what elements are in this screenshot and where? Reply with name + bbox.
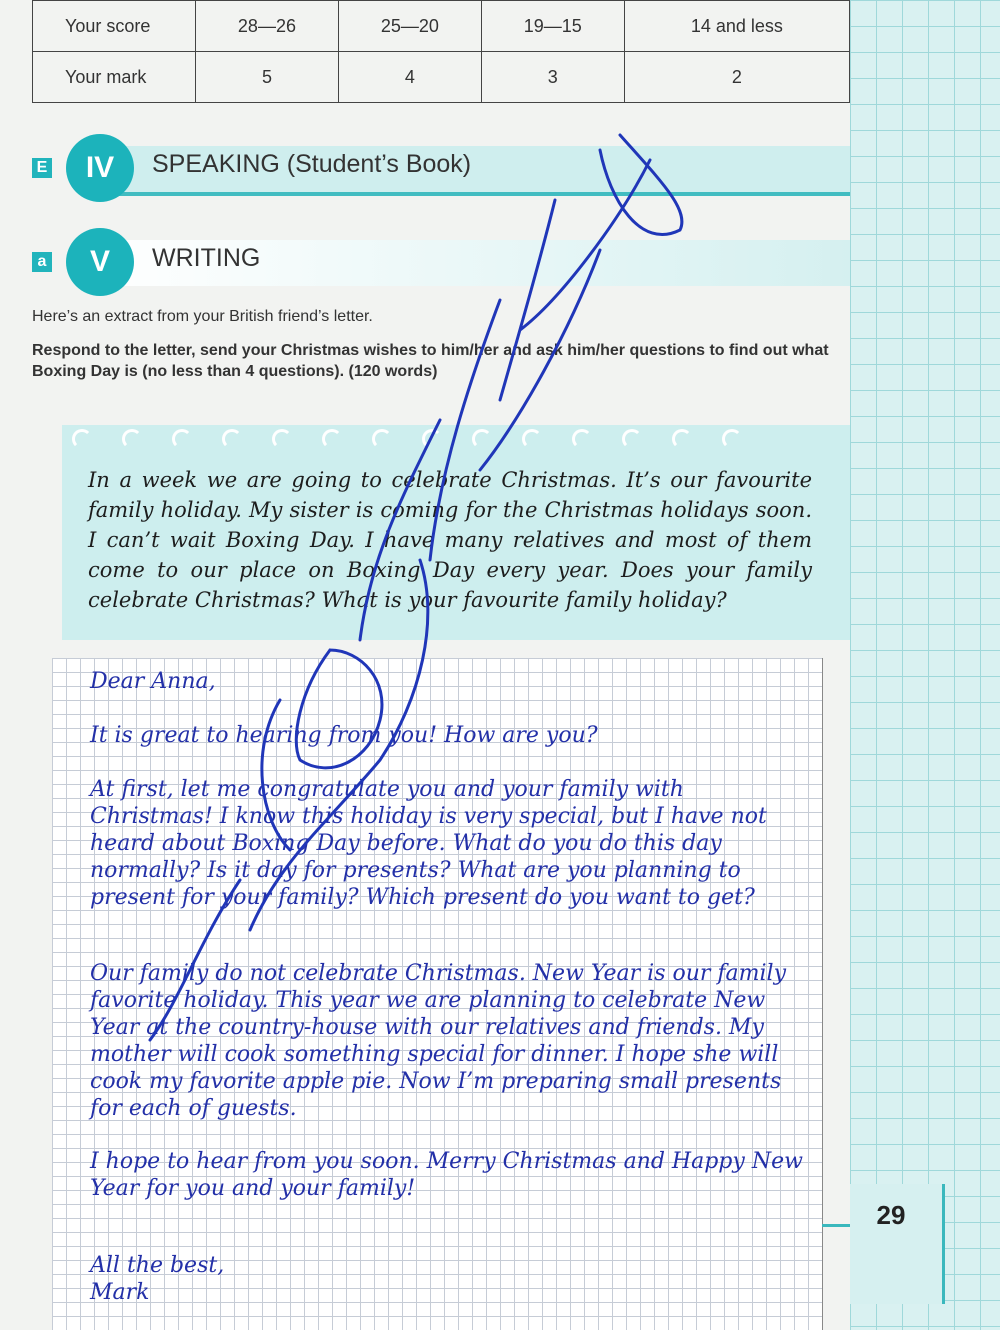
score-table bbox=[32, 0, 850, 103]
section-number-circle: IV bbox=[66, 134, 134, 202]
table-cell: 19—15 bbox=[481, 1, 624, 52]
letter-paragraph: It is great to hearing from you! How are you? bbox=[90, 723, 598, 748]
divider bbox=[822, 1224, 852, 1227]
table-cell: 5 bbox=[196, 52, 339, 103]
section-square-icon: a bbox=[32, 252, 52, 272]
grid-background-strip bbox=[850, 0, 1000, 1330]
section-title: SPEAKING (Student’s Book) bbox=[152, 150, 472, 178]
table-cell: Your score bbox=[33, 1, 196, 52]
table-cell: Your mark bbox=[33, 52, 196, 103]
page-number: 29 bbox=[876, 1200, 906, 1230]
writing-task: Respond to the letter, send your Christmas wishes to him/her and ask him/her questions to find out what Boxing Day is (no less than 4 questions). (120 words) bbox=[32, 342, 829, 380]
table-row bbox=[33, 1, 850, 52]
section-number-circle: V bbox=[66, 228, 134, 296]
ring-icon bbox=[372, 429, 392, 449]
letter-paragraph: At first, let me congratulate you and your family with Christmas! I know this holiday is very special, but I have not heard about Boxing Day before. What do you do this day normally? Is it day for presents? What are you planning to present for your family? Which present do you want to get? bbox=[90, 777, 767, 910]
table-cell: 2 bbox=[624, 52, 849, 103]
ring-icon bbox=[72, 429, 92, 449]
ring-icon bbox=[272, 429, 292, 449]
ring-icon bbox=[422, 429, 442, 449]
ring-icon bbox=[472, 429, 492, 449]
letter-closing: All the best, bbox=[90, 1253, 225, 1278]
letter-paragraph: Our family do not celebrate Christmas. New Year is our family favorite holiday. This year we are planning to celebrate New Year at the country-house with our relatives and friends. My mother will cook something special for dinner. I hope she will cook my favorite apple pie. Now I’m preparing small presents for each of guests. bbox=[90, 961, 787, 1121]
ring-icon bbox=[572, 429, 592, 449]
section-square-icon: E bbox=[32, 158, 52, 178]
table-cell: 25—20 bbox=[338, 1, 481, 52]
ring-icon bbox=[722, 429, 742, 449]
letter-greeting: Dear Anna, bbox=[90, 669, 216, 694]
letter-signature: Mark bbox=[90, 1280, 150, 1305]
table-cell: 4 bbox=[338, 52, 481, 103]
letter-paragraph: I hope to hear from you soon. Merry Christmas and Happy New Year for you and your family! bbox=[90, 1149, 803, 1201]
table-cell: 3 bbox=[481, 52, 624, 103]
ring-icon bbox=[622, 429, 642, 449]
ring-icon bbox=[222, 429, 242, 449]
letter-extract-text: In a week we are going to celebrate Christmas. It’s our favourite family holiday. My sister is coming for the Christmas holidays soon. I can’t wait Boxing Day. I have many relatives and most of them come to our place on Boxing Day every year. Does your family celebrate Christmas? What is your favourite family holiday? bbox=[88, 468, 812, 612]
notebook-rings bbox=[62, 425, 850, 455]
section-speaking bbox=[32, 128, 850, 208]
ring-icon bbox=[322, 429, 342, 449]
table-cell: 14 and less bbox=[624, 1, 849, 52]
ring-icon bbox=[672, 429, 692, 449]
ring-icon bbox=[122, 429, 142, 449]
section-writing bbox=[32, 222, 850, 302]
handwritten-answer-sheet bbox=[52, 658, 822, 1330]
table-cell: 28—26 bbox=[196, 1, 339, 52]
table-row bbox=[33, 52, 850, 103]
letter-extract-box bbox=[62, 425, 850, 640]
writing-intro: Here’s an extract from your British friend’s letter. bbox=[32, 308, 373, 325]
section-title: WRITING bbox=[152, 244, 261, 272]
ring-icon bbox=[522, 429, 542, 449]
page-number-tab bbox=[850, 1184, 945, 1304]
ring-icon bbox=[172, 429, 192, 449]
